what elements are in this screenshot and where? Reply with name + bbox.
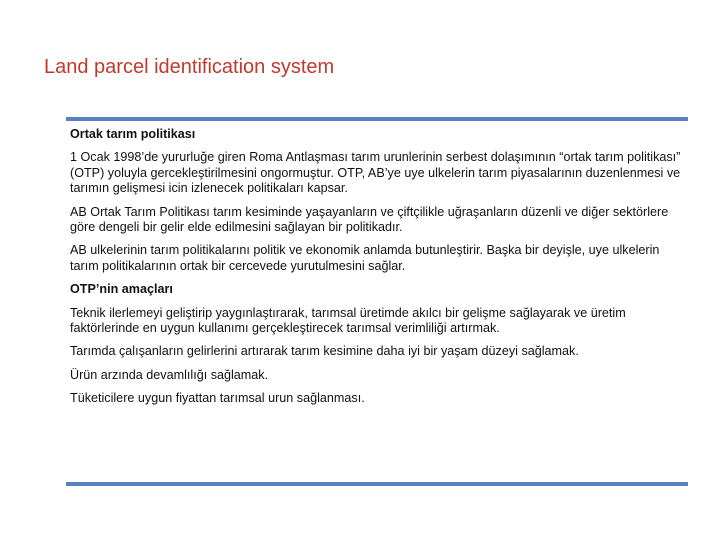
goal-income: Tarımda çalışanların gelirlerini artırarak tarım kesimine daha iyi bir yaşam düzeyi sağlamak. — [70, 344, 579, 359]
top-divider — [66, 117, 688, 121]
section-heading-otp-goals: OTP’nin amaçları — [70, 282, 173, 297]
paragraph-integration: AB ulkelerinin tarım politikalarını politik ve ekonomik anlamda butunleştirir. Başka bir deyişle, uye ulkelerin tarım politikalarının ortak bir cercevede yurutulmesini sağlar. — [70, 243, 660, 273]
goal-productivity: Teknik ilerlemeyi geliştirip yaygınlaştırarak, tarımsal üretimde akılcı bir gelişme sağlayarak ve üretim faktörlerinde en uygun kullanımı gerçekleştirecek tarımsal verimliliği artırmak. — [70, 305, 626, 336]
section-heading-ortak-tarim: Ortak tarım politikası — [70, 127, 196, 141]
slide-title: Land parcel identification system — [44, 56, 335, 78]
goal-supply: Ürün arzında devamlılığı sağlamak. — [70, 367, 269, 382]
paragraph-roma-antlasmasi: 1 Ocak 1998’de yururluğe giren Roma Antlaşması tarım urunlerinin serbest dolaşımının “ortak tarım politikası” (OTP) yoluyla gercekleştirilmesini ongormuştur. OTP, AB’ye uye ulkelerin tarım piyasalarının duzenlenmesi ve tarımın gelişmesi icin izlenecek politikaları kapsar. — [70, 150, 681, 196]
paragraph-otp-definition: AB Ortak Tarım Politikası tarım kesiminde yaşayanların ve çiftçilikle uğraşanların düzenli ve diğer sektörlere göre dengeli bir gelir elde edilmesini sağlayan bir politikadır. — [70, 204, 669, 235]
goal-consumer-price: Tüketicilere uygun fiyattan tarımsal urun sağlanması. — [70, 391, 365, 406]
slide-body — [70, 127, 686, 407]
bottom-divider — [66, 482, 688, 486]
